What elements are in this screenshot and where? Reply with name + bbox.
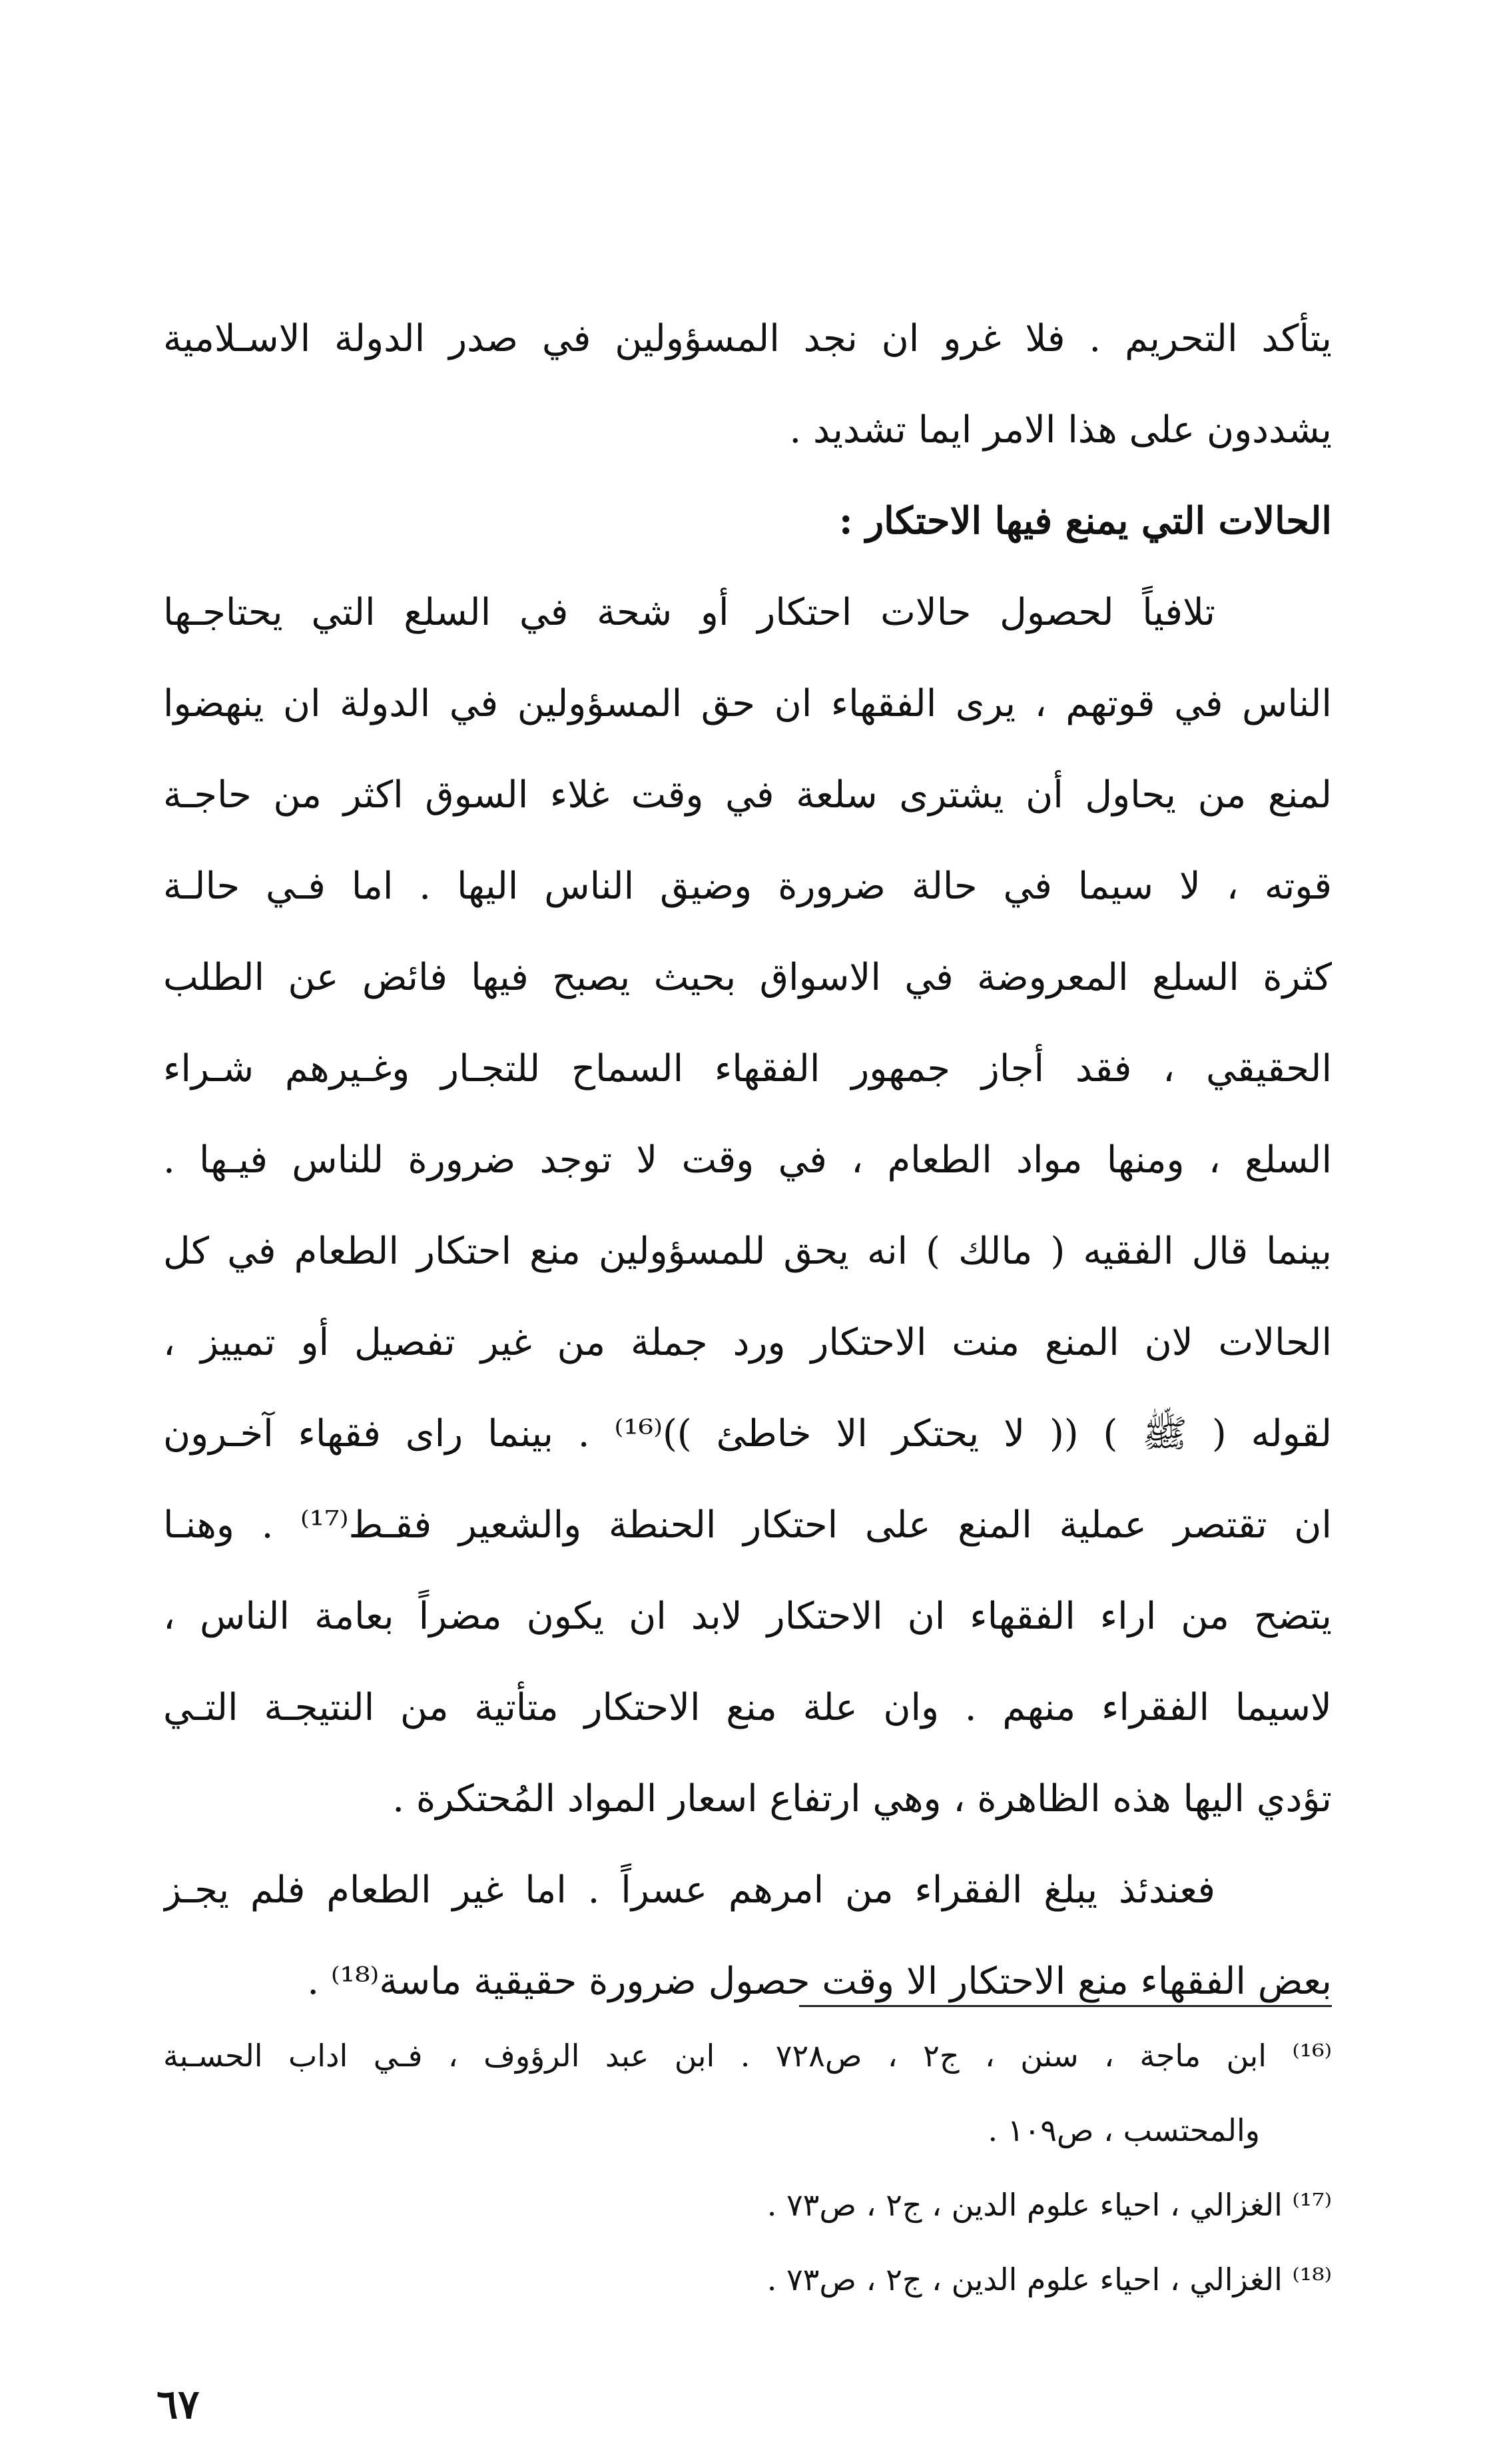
text-line: فعندئذ يبلغ الفقراء من امرهم عسراً . اما غير الطعام فلم يجـز	[163, 1868, 1215, 1912]
text-line: لمنع من يحاول أن يشترى سلعة في وقت غلاء السوق اكثر من حاجـة	[163, 773, 1332, 817]
footnote-17: ⁽¹⁷⁾ الغزالي ، احياء علوم الدين ، ج٢ ، ص٧٣ .	[766, 2187, 1332, 2223]
text-line: بعض الفقهاء منع الاحتكار الا وقت حصول ضرورة حقيقية ماسة⁽¹⁸⁾ .	[307, 1960, 1332, 2003]
text-line: الحالات لان المنع منت الاحتكار ورد جملة من غير تفصيل أو تمييز ،	[163, 1321, 1332, 1364]
text-line: ان تقتصر عملية المنع على احتكار الحنطة والشعير فقـط⁽¹⁷⁾ . وهنـا	[163, 1503, 1332, 1547]
text-line: لقوله ( ﷺ ) (( لا يحتكر الا خاطئ ))⁽¹⁶⁾ . بينما راى فقهاء آخـرون	[163, 1412, 1332, 1455]
text-line: لاسيما الفقراء منهم . وان علة منع الاحتكار متأتية من النتيجـة التـي	[163, 1686, 1332, 1729]
main-paragraph	[163, 293, 1332, 2027]
text-line: بينما قال الفقيه ( مالك ) انه يحق للمسؤولين منع احتكار الطعام في كل	[163, 1230, 1332, 1273]
footnote-16-continued: والمحتسب ، ص١٠٩ .	[988, 2112, 1260, 2148]
text-line: كثرة السلع المعروضة في الاسواق بحيث يصبح فيها فائض عن الطلب	[163, 956, 1332, 999]
text-line: يتأكد التحريم . فلا غرو ان نجد المسؤولين في صدر الدولة الاسـلامية	[163, 317, 1332, 360]
text-line: الناس في قوتهم ، يرى الفقهاء ان حق المسؤولين في الدولة ان ينهضوا	[163, 682, 1332, 725]
text-line: السلع ، ومنها مواد الطعام ، في وقت لا توجد ضرورة للناس فيـها .	[163, 1138, 1332, 1182]
text-line: يشددون على هذا الامر ايما تشديد .	[789, 408, 1332, 452]
text-line: الحقيقي ، فقد أجاز جمهور الفقهاء السماح للتجـار وغـيرهم شـراء	[163, 1047, 1332, 1090]
text-line: يتضح من اراء الفقهاء ان الاحتكار لابد ان يكون مضراً بعامة الناس ،	[163, 1595, 1332, 1638]
footnote-16: ⁽¹⁶⁾ ابن ماجة ، سنن ، ج٢ ، ص٧٢٨ . ابن عبد الرؤوف ، فـي اداب الحسـبة	[163, 2038, 1332, 2074]
footnotes	[163, 2018, 1332, 2317]
text-line: قوته ، لا سيما في حالة ضرورة وضيق الناس اليها . اما فـي حالـة	[163, 865, 1332, 908]
footnote-divider	[799, 2005, 1332, 2007]
section-heading: الحالات التي يمنع فيها الاحتكار :	[838, 499, 1332, 543]
text-line: تؤدي اليها هذه الظاهرة ، وهي ارتفاع اسعار المواد المُحتكرة .	[392, 1777, 1332, 1821]
page-number: ٦٧	[156, 2381, 200, 2428]
footnote-18: ⁽¹⁸⁾ الغزالي ، احياء علوم الدين ، ج٢ ، ص٧٣ .	[766, 2261, 1332, 2297]
text-line: تلافياً لحصول حالات احتكار أو شحة في السلع التي يحتاجـها	[163, 591, 1215, 634]
